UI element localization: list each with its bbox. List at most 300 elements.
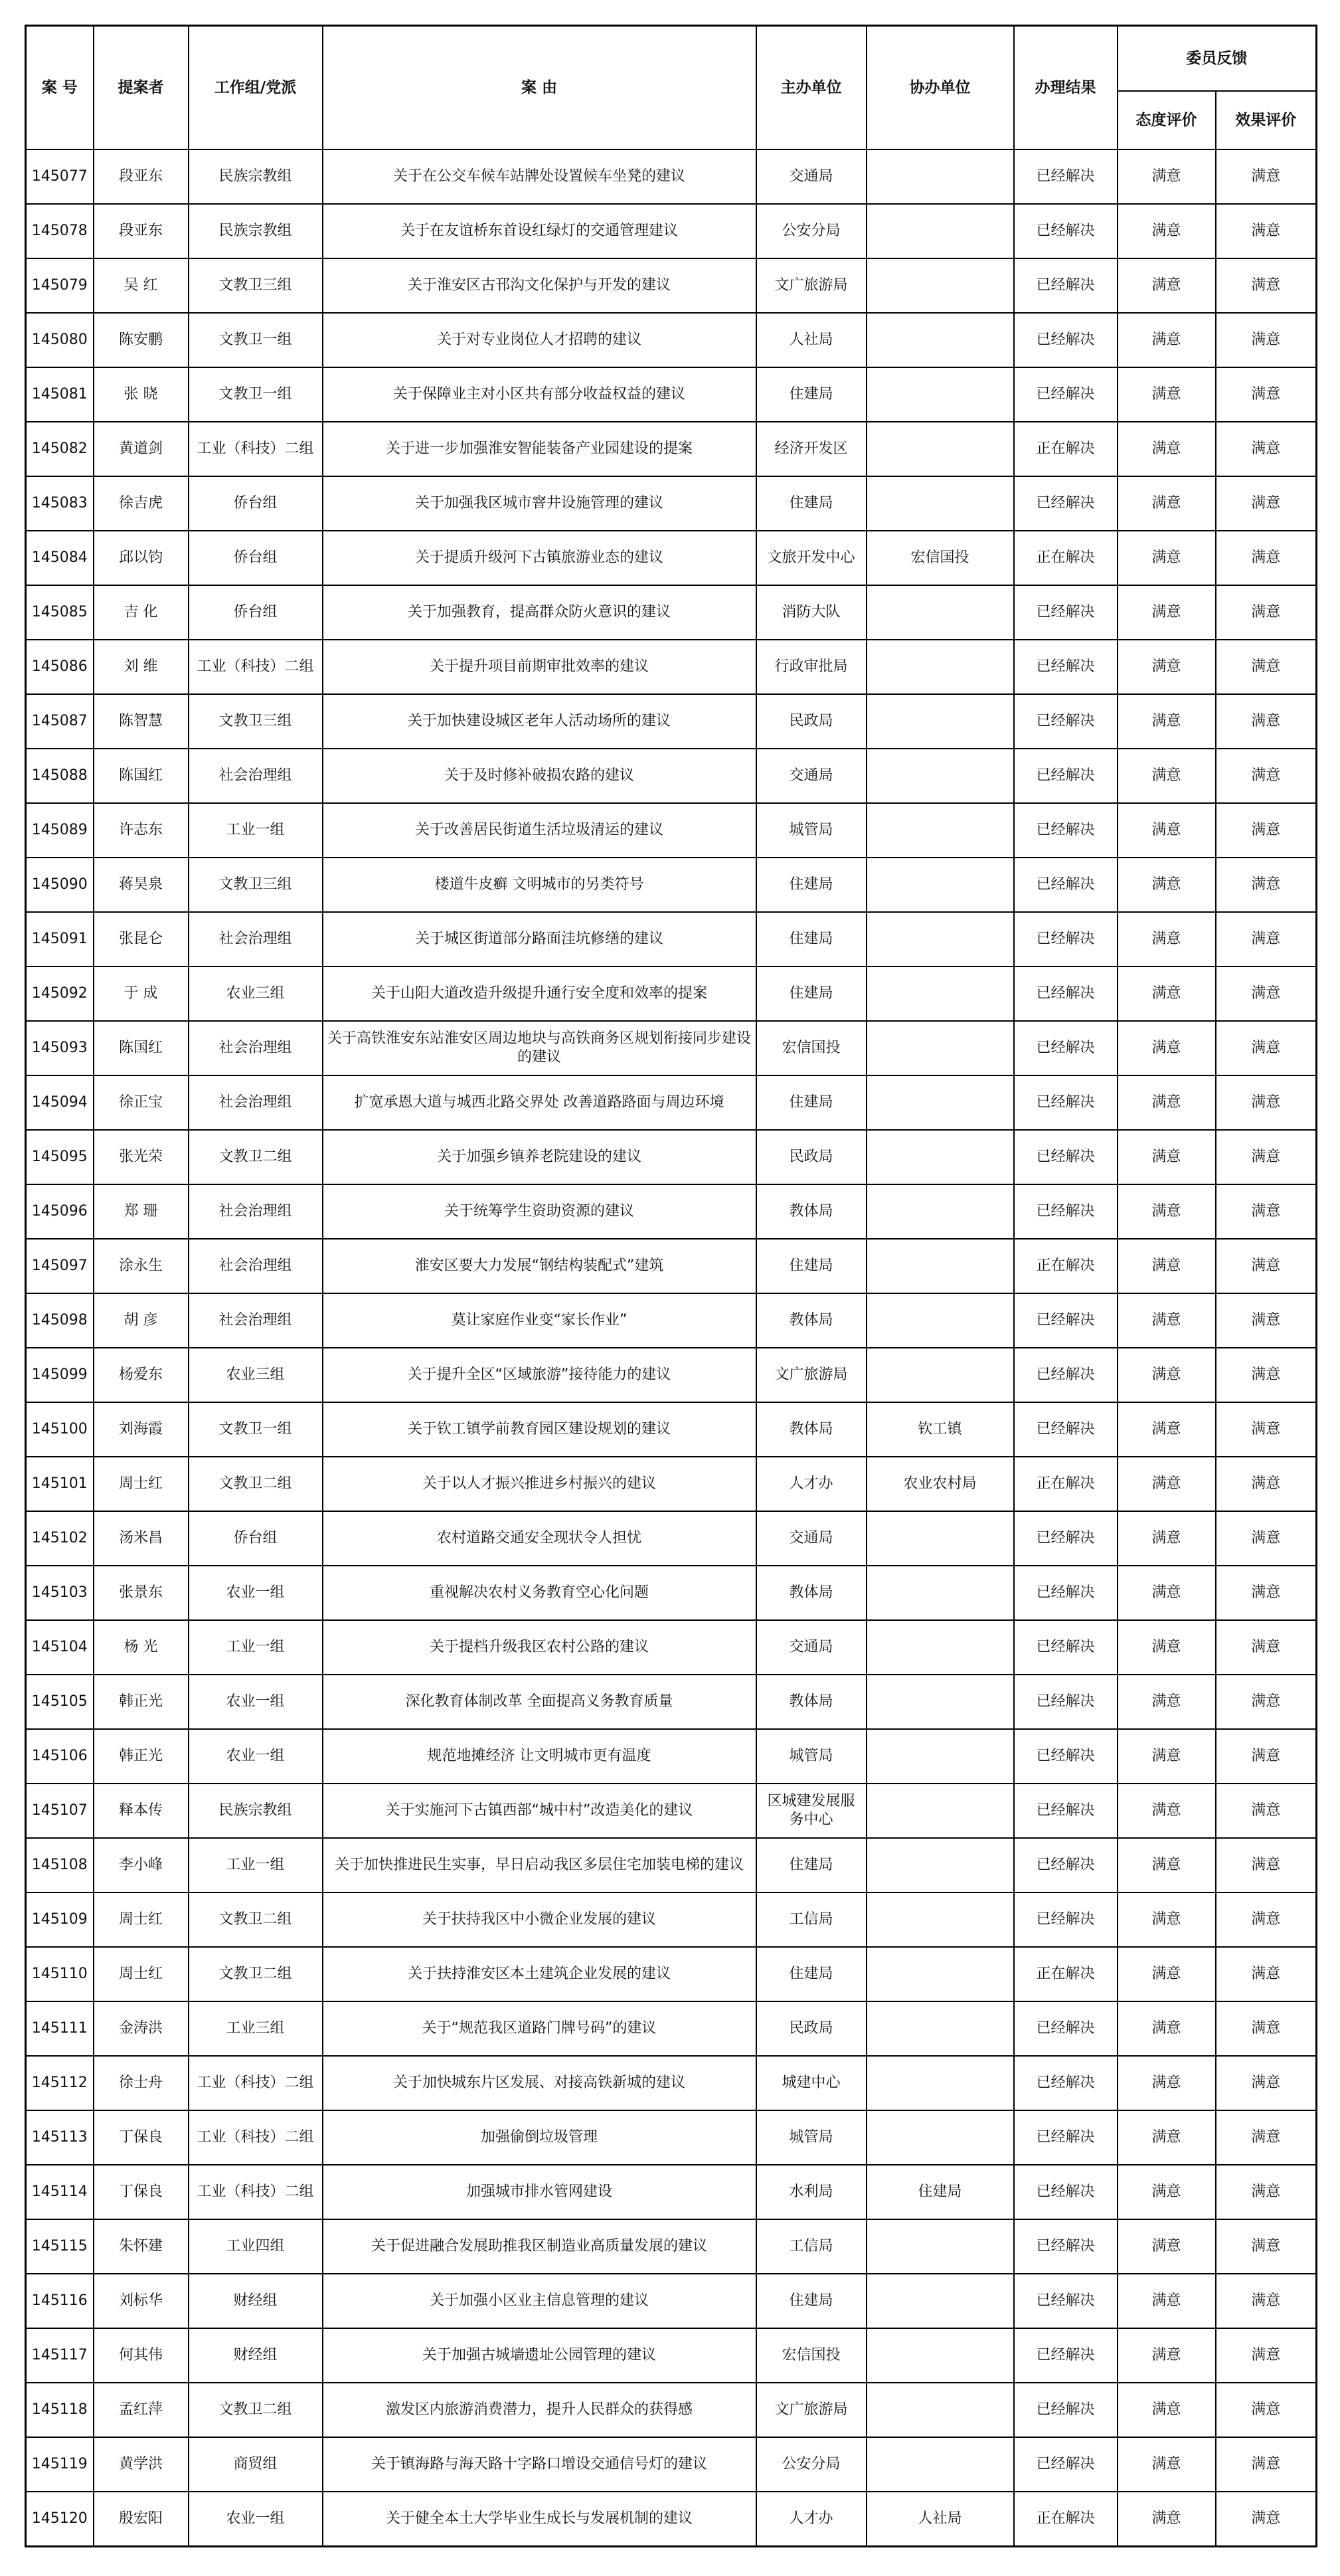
host-unit-cell: 教体局	[756, 1184, 867, 1239]
effect-cell: 满意	[1216, 2056, 1317, 2110]
host-unit-cell: 住建局	[756, 1947, 867, 2001]
assist-unit-cell	[867, 1511, 1014, 1566]
effect-cell: 满意	[1216, 1402, 1317, 1457]
effect-cell: 满意	[1216, 2165, 1317, 2219]
attitude-cell: 满意	[1118, 1566, 1216, 1620]
group-cell: 民族宗教组	[189, 149, 323, 204]
reason-cell: 关于扶持淮安区本土建筑企业发展的建议	[323, 1947, 756, 2001]
proposer-cell: 邱以钧	[94, 531, 189, 585]
assist-unit-cell	[867, 1293, 1014, 1348]
attitude-cell: 满意	[1118, 1021, 1216, 1075]
host-unit-cell: 文广旅游局	[756, 2383, 867, 2437]
result-cell: 已经解决	[1014, 476, 1118, 531]
host-unit-cell: 经济开发区	[756, 422, 867, 476]
result-cell: 已经解决	[1014, 858, 1118, 912]
attitude-cell: 满意	[1118, 966, 1216, 1021]
result-cell: 已经解决	[1014, 1892, 1118, 1947]
host-unit-cell: 人社局	[756, 313, 867, 367]
table-row	[26, 1838, 1317, 1892]
table-row	[26, 1130, 1317, 1184]
effect-cell: 满意	[1216, 476, 1317, 531]
proposer-cell: 李小峰	[94, 1838, 189, 1892]
result-cell: 已经解决	[1014, 1021, 1118, 1075]
attitude-cell: 满意	[1118, 803, 1216, 858]
reason-cell: 关于淮安区古邗沟文化保护与开发的建议	[323, 258, 756, 313]
host-unit-cell: 教体局	[756, 1402, 867, 1457]
host-unit-cell: 交通局	[756, 1511, 867, 1566]
proposer-cell: 黄学洪	[94, 2437, 189, 2492]
table-row	[26, 2219, 1317, 2274]
group-cell: 工业一组	[189, 1620, 323, 1675]
effect-cell: 满意	[1216, 1293, 1317, 1348]
effect-cell: 满意	[1216, 1729, 1317, 1784]
host-unit-cell: 住建局	[756, 476, 867, 531]
table-row	[26, 149, 1317, 204]
assist-unit-cell	[867, 1729, 1014, 1784]
group-cell: 侨台组	[189, 476, 323, 531]
attitude-cell: 满意	[1118, 2165, 1216, 2219]
result-cell: 已经解决	[1014, 1130, 1118, 1184]
assist-unit-cell	[867, 313, 1014, 367]
reason-cell: 关于钦工镇学前教育园区建设规划的建议	[323, 1402, 756, 1457]
reason-cell: 关于加快推进民生实事，早日启动我区多层住宅加装电梯的建议	[323, 1838, 756, 1892]
host-unit-cell: 文广旅游局	[756, 1348, 867, 1402]
assist-unit-cell	[867, 1130, 1014, 1184]
attitude-cell: 满意	[1118, 694, 1216, 749]
assist-unit-cell	[867, 966, 1014, 1021]
case-no-cell: 145101	[26, 1457, 94, 1511]
header-proposer: 提案者	[94, 26, 189, 150]
result-cell: 已经解决	[1014, 367, 1118, 422]
result-cell: 已经解决	[1014, 1075, 1118, 1130]
effect-cell: 满意	[1216, 1892, 1317, 1947]
case-no-cell: 145104	[26, 1620, 94, 1675]
header-effect: 效果评价	[1216, 91, 1317, 149]
effect-cell: 满意	[1216, 1511, 1317, 1566]
case-no-cell: 145107	[26, 1784, 94, 1838]
effect-cell: 满意	[1216, 367, 1317, 422]
assist-unit-cell	[867, 858, 1014, 912]
result-cell: 已经解决	[1014, 2437, 1118, 2492]
effect-cell: 满意	[1216, 313, 1317, 367]
host-unit-cell: 住建局	[756, 2274, 867, 2328]
attitude-cell: 满意	[1118, 1075, 1216, 1130]
host-unit-cell: 工信局	[756, 1892, 867, 1947]
table-row	[26, 2056, 1317, 2110]
header-feedback: 委员反馈	[1118, 26, 1317, 92]
attitude-cell: 满意	[1118, 1184, 1216, 1239]
table-row	[26, 966, 1317, 1021]
group-cell: 文教卫一组	[189, 313, 323, 367]
proposer-cell: 朱怀建	[94, 2219, 189, 2274]
host-unit-cell: 民政局	[756, 2001, 867, 2056]
attitude-cell: 满意	[1118, 531, 1216, 585]
assist-unit-cell	[867, 1784, 1014, 1838]
group-cell: 社会治理组	[189, 1239, 323, 1293]
result-cell: 正在解决	[1014, 1239, 1118, 1293]
case-no-cell: 145089	[26, 803, 94, 858]
table-row	[26, 640, 1317, 694]
attitude-cell: 满意	[1118, 912, 1216, 966]
result-cell: 已经解决	[1014, 2110, 1118, 2165]
effect-cell: 满意	[1216, 966, 1317, 1021]
reason-cell: 关于加快城东片区发展、对接高铁新城的建议	[323, 2056, 756, 2110]
result-cell: 已经解决	[1014, 966, 1118, 1021]
proposer-cell: 蒋昊泉	[94, 858, 189, 912]
assist-unit-cell	[867, 2328, 1014, 2383]
case-no-cell: 145100	[26, 1402, 94, 1457]
table-row	[26, 2001, 1317, 2056]
effect-cell: 满意	[1216, 2001, 1317, 2056]
reason-cell: 规范地摊经济 让文明城市更有温度	[323, 1729, 756, 1784]
table-row	[26, 1892, 1317, 1947]
case-no-cell: 145120	[26, 2492, 94, 2546]
reason-cell: 加强城市排水管网建设	[323, 2165, 756, 2219]
assist-unit-cell: 宏信国投	[867, 531, 1014, 585]
reason-cell: 深化教育体制改革 全面提高义务教育质量	[323, 1675, 756, 1729]
proposer-cell: 徐士舟	[94, 2056, 189, 2110]
result-cell: 已经解决	[1014, 1293, 1118, 1348]
effect-cell: 满意	[1216, 1675, 1317, 1729]
assist-unit-cell	[867, 1620, 1014, 1675]
reason-cell: 关于促进融合发展助推我区制造业高质量发展的建议	[323, 2219, 756, 2274]
proposer-cell: 陈国红	[94, 1021, 189, 1075]
result-cell: 已经解决	[1014, 2328, 1118, 2383]
table-row	[26, 1675, 1317, 1729]
group-cell: 社会治理组	[189, 1021, 323, 1075]
proposer-cell: 许志东	[94, 803, 189, 858]
result-cell: 已经解决	[1014, 204, 1118, 258]
attitude-cell: 满意	[1118, 149, 1216, 204]
group-cell: 侨台组	[189, 585, 323, 640]
assist-unit-cell	[867, 476, 1014, 531]
reason-cell: 关于“规范我区道路门牌号码”的建议	[323, 2001, 756, 2056]
proposer-cell: 殷宏阳	[94, 2492, 189, 2546]
host-unit-cell: 文广旅游局	[756, 258, 867, 313]
table-row	[26, 1348, 1317, 1402]
effect-cell: 满意	[1216, 2492, 1317, 2546]
assist-unit-cell: 人社局	[867, 2492, 1014, 2546]
table-row	[26, 476, 1317, 531]
table-row	[26, 1457, 1317, 1511]
proposer-cell: 杨 光	[94, 1620, 189, 1675]
table-row	[26, 694, 1317, 749]
assist-unit-cell	[867, 2274, 1014, 2328]
result-cell: 已经解决	[1014, 2219, 1118, 2274]
case-no-cell: 145119	[26, 2437, 94, 2492]
proposer-cell: 金涛洪	[94, 2001, 189, 2056]
case-no-cell: 145085	[26, 585, 94, 640]
header-result: 办理结果	[1014, 26, 1118, 150]
reason-cell: 关于改善居民街道生活垃圾清运的建议	[323, 803, 756, 858]
group-cell: 农业一组	[189, 1566, 323, 1620]
reason-cell: 关于提质升级河下古镇旅游业态的建议	[323, 531, 756, 585]
header-attitude: 态度评价	[1118, 91, 1216, 149]
assist-unit-cell	[867, 749, 1014, 803]
assist-unit-cell	[867, 1021, 1014, 1075]
reason-cell: 关于统筹学生资助资源的建议	[323, 1184, 756, 1239]
result-cell: 已经解决	[1014, 2001, 1118, 2056]
case-no-cell: 145111	[26, 2001, 94, 2056]
host-unit-cell: 城管局	[756, 803, 867, 858]
effect-cell: 满意	[1216, 2383, 1317, 2437]
assist-unit-cell	[867, 1892, 1014, 1947]
effect-cell: 满意	[1216, 1075, 1317, 1130]
group-cell: 工业（科技）二组	[189, 2110, 323, 2165]
proposer-cell: 郑 珊	[94, 1184, 189, 1239]
table-row	[26, 1021, 1317, 1075]
result-cell: 已经解决	[1014, 1184, 1118, 1239]
attitude-cell: 满意	[1118, 1892, 1216, 1947]
effect-cell: 满意	[1216, 1566, 1317, 1620]
group-cell: 文教卫二组	[189, 1892, 323, 1947]
table-row	[26, 858, 1317, 912]
result-cell: 已经解决	[1014, 2056, 1118, 2110]
proposer-cell: 杨爱东	[94, 1348, 189, 1402]
case-no-cell: 145081	[26, 367, 94, 422]
reason-cell: 关于高铁淮安东站淮安区周边地块与高铁商务区规划衔接同步建设的建议	[323, 1021, 756, 1075]
reason-cell: 关于提档升级我区农村公路的建议	[323, 1620, 756, 1675]
proposer-cell: 刘标华	[94, 2274, 189, 2328]
case-no-cell: 145108	[26, 1838, 94, 1892]
case-no-cell: 145114	[26, 2165, 94, 2219]
attitude-cell: 满意	[1118, 1947, 1216, 2001]
proposer-cell: 孟红萍	[94, 2383, 189, 2437]
attitude-cell: 满意	[1118, 1348, 1216, 1402]
table-row	[26, 2328, 1317, 2383]
table-row	[26, 912, 1317, 966]
group-cell: 文教卫三组	[189, 694, 323, 749]
case-no-cell: 145115	[26, 2219, 94, 2274]
case-no-cell: 145077	[26, 149, 94, 204]
group-cell: 社会治理组	[189, 912, 323, 966]
host-unit-cell: 宏信国投	[756, 2328, 867, 2383]
effect-cell: 满意	[1216, 585, 1317, 640]
reason-cell: 激发区内旅游消费潜力，提升人民群众的获得感	[323, 2383, 756, 2437]
host-unit-cell: 住建局	[756, 1239, 867, 1293]
header-reason: 案 由	[323, 26, 756, 150]
case-no-cell: 145103	[26, 1566, 94, 1620]
attitude-cell: 满意	[1118, 2328, 1216, 2383]
attitude-cell: 满意	[1118, 1457, 1216, 1511]
case-no-cell: 145093	[26, 1021, 94, 1075]
proposer-cell: 段亚东	[94, 204, 189, 258]
host-unit-cell: 文旅开发中心	[756, 531, 867, 585]
effect-cell: 满意	[1216, 749, 1317, 803]
assist-unit-cell: 钦工镇	[867, 1402, 1014, 1457]
reason-cell: 淮安区要大力发展“钢结构装配式”建筑	[323, 1239, 756, 1293]
proposer-cell: 胡 彦	[94, 1293, 189, 1348]
attitude-cell: 满意	[1118, 749, 1216, 803]
host-unit-cell: 消防大队	[756, 585, 867, 640]
attitude-cell: 满意	[1118, 2492, 1216, 2546]
result-cell: 已经解决	[1014, 1402, 1118, 1457]
table-row	[26, 585, 1317, 640]
case-no-cell: 145082	[26, 422, 94, 476]
reason-cell: 关于以人才振兴推进乡村振兴的建议	[323, 1457, 756, 1511]
case-no-cell: 145079	[26, 258, 94, 313]
attitude-cell: 满意	[1118, 585, 1216, 640]
proposer-cell: 何其伟	[94, 2328, 189, 2383]
group-cell: 文教卫二组	[189, 1947, 323, 2001]
group-cell: 农业一组	[189, 1675, 323, 1729]
group-cell: 文教卫一组	[189, 1402, 323, 1457]
table-row	[26, 1784, 1317, 1838]
case-no-cell: 145084	[26, 531, 94, 585]
group-cell: 社会治理组	[189, 1293, 323, 1348]
table-row	[26, 2110, 1317, 2165]
case-no-cell: 145097	[26, 1239, 94, 1293]
assist-unit-cell	[867, 1348, 1014, 1402]
proposer-cell: 吉 化	[94, 585, 189, 640]
assist-unit-cell	[867, 2219, 1014, 2274]
result-cell: 已经解决	[1014, 803, 1118, 858]
reason-cell: 关于加强乡镇养老院建设的建议	[323, 1130, 756, 1184]
attitude-cell: 满意	[1118, 1838, 1216, 1892]
host-unit-cell: 城管局	[756, 1729, 867, 1784]
assist-unit-cell	[867, 803, 1014, 858]
table-row	[26, 313, 1317, 367]
case-no-cell: 145094	[26, 1075, 94, 1130]
table-row	[26, 2437, 1317, 2492]
result-cell: 已经解决	[1014, 1784, 1118, 1838]
effect-cell: 满意	[1216, 1947, 1317, 2001]
host-unit-cell: 住建局	[756, 858, 867, 912]
group-cell: 工业（科技）二组	[189, 640, 323, 694]
case-no-cell: 145113	[26, 2110, 94, 2165]
host-unit-cell: 行政审批局	[756, 640, 867, 694]
host-unit-cell: 住建局	[756, 966, 867, 1021]
assist-unit-cell	[867, 1184, 1014, 1239]
effect-cell: 满意	[1216, 531, 1317, 585]
attitude-cell: 满意	[1118, 367, 1216, 422]
proposer-cell: 段亚东	[94, 149, 189, 204]
result-cell: 已经解决	[1014, 1511, 1118, 1566]
group-cell: 工业（科技）二组	[189, 2056, 323, 2110]
attitude-cell: 满意	[1118, 313, 1216, 367]
attitude-cell: 满意	[1118, 258, 1216, 313]
table-header	[26, 26, 1317, 150]
host-unit-cell: 城管局	[756, 2110, 867, 2165]
effect-cell: 满意	[1216, 2274, 1317, 2328]
group-cell: 社会治理组	[189, 749, 323, 803]
proposer-cell: 丁保良	[94, 2165, 189, 2219]
table-row	[26, 531, 1317, 585]
reason-cell: 楼道牛皮癣 文明城市的另类符号	[323, 858, 756, 912]
proposer-cell: 刘 维	[94, 640, 189, 694]
group-cell: 工业（科技）二组	[189, 422, 323, 476]
proposer-cell: 徐吉虎	[94, 476, 189, 531]
attitude-cell: 满意	[1118, 2110, 1216, 2165]
proposal-table	[25, 25, 1317, 2547]
effect-cell: 满意	[1216, 640, 1317, 694]
proposer-cell: 释本传	[94, 1784, 189, 1838]
attitude-cell: 满意	[1118, 1784, 1216, 1838]
table-row	[26, 749, 1317, 803]
assist-unit-cell	[867, 640, 1014, 694]
host-unit-cell: 民政局	[756, 1130, 867, 1184]
proposer-cell: 张 晓	[94, 367, 189, 422]
attitude-cell: 满意	[1118, 2219, 1216, 2274]
attitude-cell: 满意	[1118, 2274, 1216, 2328]
attitude-cell: 满意	[1118, 476, 1216, 531]
header-group: 工作组/党派	[189, 26, 323, 150]
host-unit-cell: 工信局	[756, 2219, 867, 2274]
assist-unit-cell	[867, 258, 1014, 313]
attitude-cell: 满意	[1118, 1729, 1216, 1784]
reason-cell: 关于镇海路与海天路十字路口增设交通信号灯的建议	[323, 2437, 756, 2492]
group-cell: 工业（科技）二组	[189, 2165, 323, 2219]
host-unit-cell: 宏信国投	[756, 1021, 867, 1075]
effect-cell: 满意	[1216, 858, 1317, 912]
proposer-cell: 徐正宝	[94, 1075, 189, 1130]
proposer-cell: 陈智慧	[94, 694, 189, 749]
result-cell: 正在解决	[1014, 2492, 1118, 2546]
group-cell: 社会治理组	[189, 1075, 323, 1130]
reason-cell: 关于加强教育，提高群众防火意识的建议	[323, 585, 756, 640]
reason-cell: 关于实施河下古镇西部“城中村”改造美化的建议	[323, 1784, 756, 1838]
effect-cell: 满意	[1216, 1130, 1317, 1184]
host-unit-cell: 民政局	[756, 694, 867, 749]
attitude-cell: 满意	[1118, 1130, 1216, 1184]
case-no-cell: 145078	[26, 204, 94, 258]
case-no-cell: 145092	[26, 966, 94, 1021]
proposer-cell: 吴 红	[94, 258, 189, 313]
group-cell: 文教卫三组	[189, 258, 323, 313]
proposer-cell: 黄道剑	[94, 422, 189, 476]
assist-unit-cell	[867, 694, 1014, 749]
proposer-cell: 韩正光	[94, 1675, 189, 1729]
reason-cell: 关于健全本土大学毕业生成长与发展机制的建议	[323, 2492, 756, 2546]
table-row	[26, 1729, 1317, 1784]
case-no-cell: 145099	[26, 1348, 94, 1402]
case-no-cell: 145080	[26, 313, 94, 367]
attitude-cell: 满意	[1118, 1293, 1216, 1348]
table-row	[26, 2492, 1317, 2546]
assist-unit-cell	[867, 1239, 1014, 1293]
proposer-cell: 汤米昌	[94, 1511, 189, 1566]
effect-cell: 满意	[1216, 1239, 1317, 1293]
proposer-cell: 于 成	[94, 966, 189, 1021]
group-cell: 农业三组	[189, 1348, 323, 1402]
table-row	[26, 1566, 1317, 1620]
assist-unit-cell	[867, 422, 1014, 476]
result-cell: 已经解决	[1014, 585, 1118, 640]
result-cell: 已经解决	[1014, 640, 1118, 694]
host-unit-cell: 城建中心	[756, 2056, 867, 2110]
reason-cell: 扩宽承恩大道与城西北路交界处 改善道路路面与周边环境	[323, 1075, 756, 1130]
attitude-cell: 满意	[1118, 1620, 1216, 1675]
host-unit-cell: 交通局	[756, 749, 867, 803]
result-cell: 已经解决	[1014, 149, 1118, 204]
case-no-cell: 145112	[26, 2056, 94, 2110]
reason-cell: 关于加强古城墙遗址公园管理的建议	[323, 2328, 756, 2383]
result-cell: 已经解决	[1014, 1620, 1118, 1675]
attitude-cell: 满意	[1118, 422, 1216, 476]
result-cell: 已经解决	[1014, 2383, 1118, 2437]
reason-cell: 关于保障业主对小区共有部分收益权益的建议	[323, 367, 756, 422]
table-row	[26, 2383, 1317, 2437]
reason-cell: 关于对专业岗位人才招聘的建议	[323, 313, 756, 367]
proposer-cell: 韩正光	[94, 1729, 189, 1784]
table-row	[26, 1075, 1317, 1130]
result-cell: 已经解决	[1014, 1729, 1118, 1784]
reason-cell: 关于在公交车候车站牌处设置候车坐凳的建议	[323, 149, 756, 204]
result-cell: 正在解决	[1014, 531, 1118, 585]
proposer-cell: 张光荣	[94, 1130, 189, 1184]
table-row	[26, 1947, 1317, 2001]
host-unit-cell: 公安分局	[756, 204, 867, 258]
